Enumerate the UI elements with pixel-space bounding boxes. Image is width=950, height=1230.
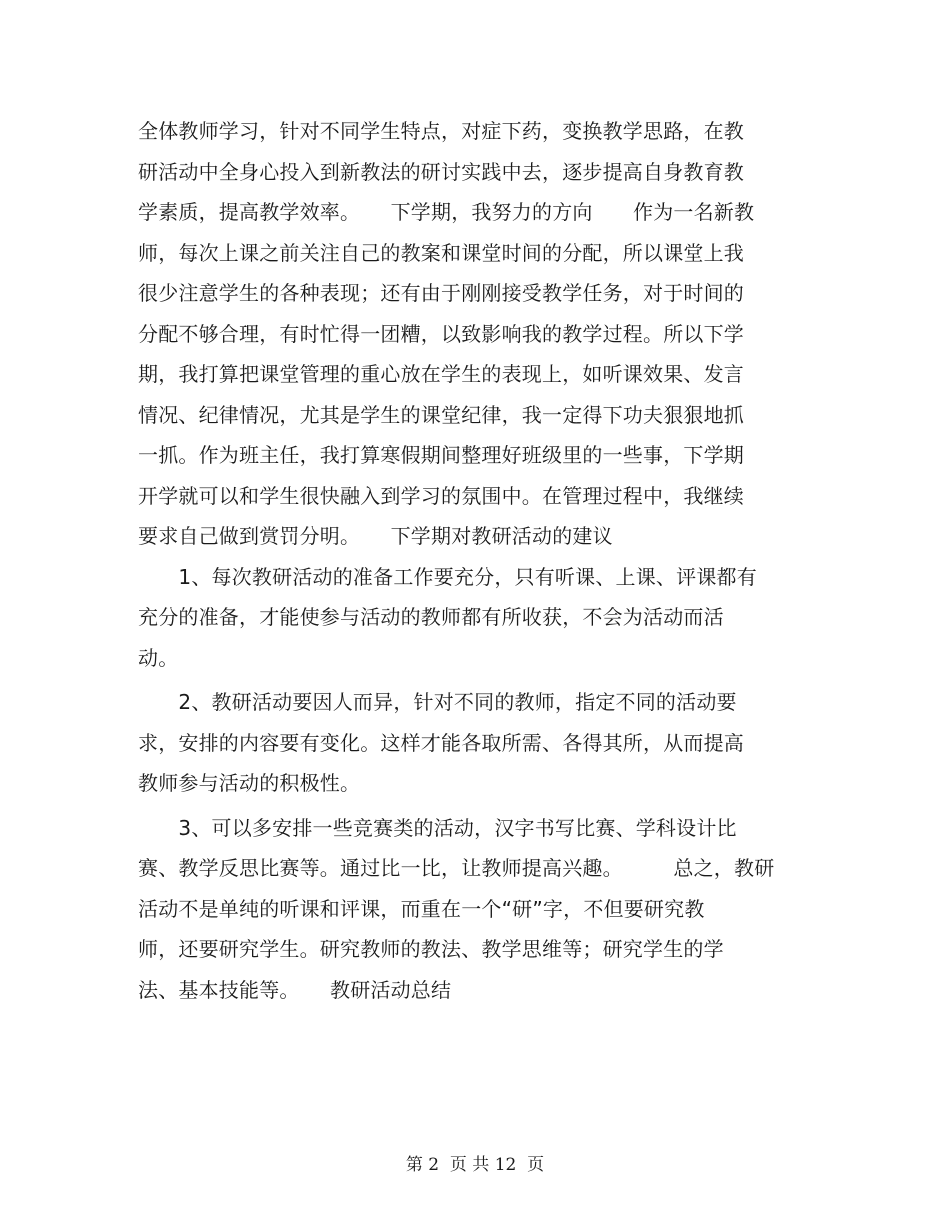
text-line: 师，每次上课之前关注自己的教案和课堂时间的分配，所以课堂上我 <box>138 240 744 265</box>
text-line: 法、基本技能等。 教研活动总结 <box>138 977 452 1002</box>
text-line: 研活动中全身心投入到新教法的研讨实践中去，逐步提高自身教育教 <box>138 159 744 184</box>
text-line: 充分的准备，才能使参与活动的教师都有所收获，不会为活动而活 <box>138 605 724 629</box>
text-line: 活动不是单纯的听课和评课，而重在一个“研”字，不但要研究教 <box>138 896 705 921</box>
text-line: 教师参与活动的积极性。 <box>138 771 361 795</box>
text-line: 学素质，提高教学效率。 下学期，我努力的方向 作为一名新教 <box>138 200 755 224</box>
text-line: 师，还要研究学生。研究教师的教法、教学思维等；研究学生的学 <box>138 937 724 961</box>
text-line: 一抓。作为班主任，我打算寒假期间整理好班级里的一些事，下学期 <box>138 443 744 467</box>
text-line: 要求自己做到赏罚分明。 下学期对教研活动的建议 <box>138 524 613 548</box>
body-text <box>138 111 818 1010</box>
text-line: 求，安排的内容要有变化。这样才能各取所需、各得其所，从而提高 <box>138 730 744 755</box>
text-line: 分配不够合理，有时忙得一团糟，以致影响我的教学过程。所以下学 <box>138 321 744 346</box>
page-number-footer: 第 2 页 共 12 页 <box>405 1155 545 1175</box>
text-line: 赛、教学反思比赛等。通过比一比，让教师提高兴趣。 总之，教研 <box>138 856 775 880</box>
text-line: 全体教师学习，针对不同学生特点，对症下药，变换教学思路，在教 <box>138 119 744 143</box>
text-line: 很少注意学生的各种表现；还有由于刚刚接受教学任务，对于时间的 <box>138 281 744 305</box>
text-line: 情况、纪律情况，尤其是学生的课堂纪律，我一定得下功夫狠狠地抓 <box>138 402 744 427</box>
text-line: 3、可以多安排一些竞赛类的活动，汉字书写比赛、学科设计比 <box>138 815 737 840</box>
text-line: 动。 <box>138 645 179 670</box>
text-line: 1、每次教研活动的准备工作要充分，只有听课、上课、评课都有 <box>138 564 757 589</box>
text-line: 2、教研活动要因人而异，针对不同的教师，指定不同的活动要 <box>138 690 737 714</box>
text-line: 期，我打算把课堂管理的重心放在学生的表现上，如听课效果、发言 <box>138 362 744 386</box>
text-line: 开学就可以和学生很快融入到学习的氛围中。在管理过程中，我继续 <box>138 483 744 508</box>
